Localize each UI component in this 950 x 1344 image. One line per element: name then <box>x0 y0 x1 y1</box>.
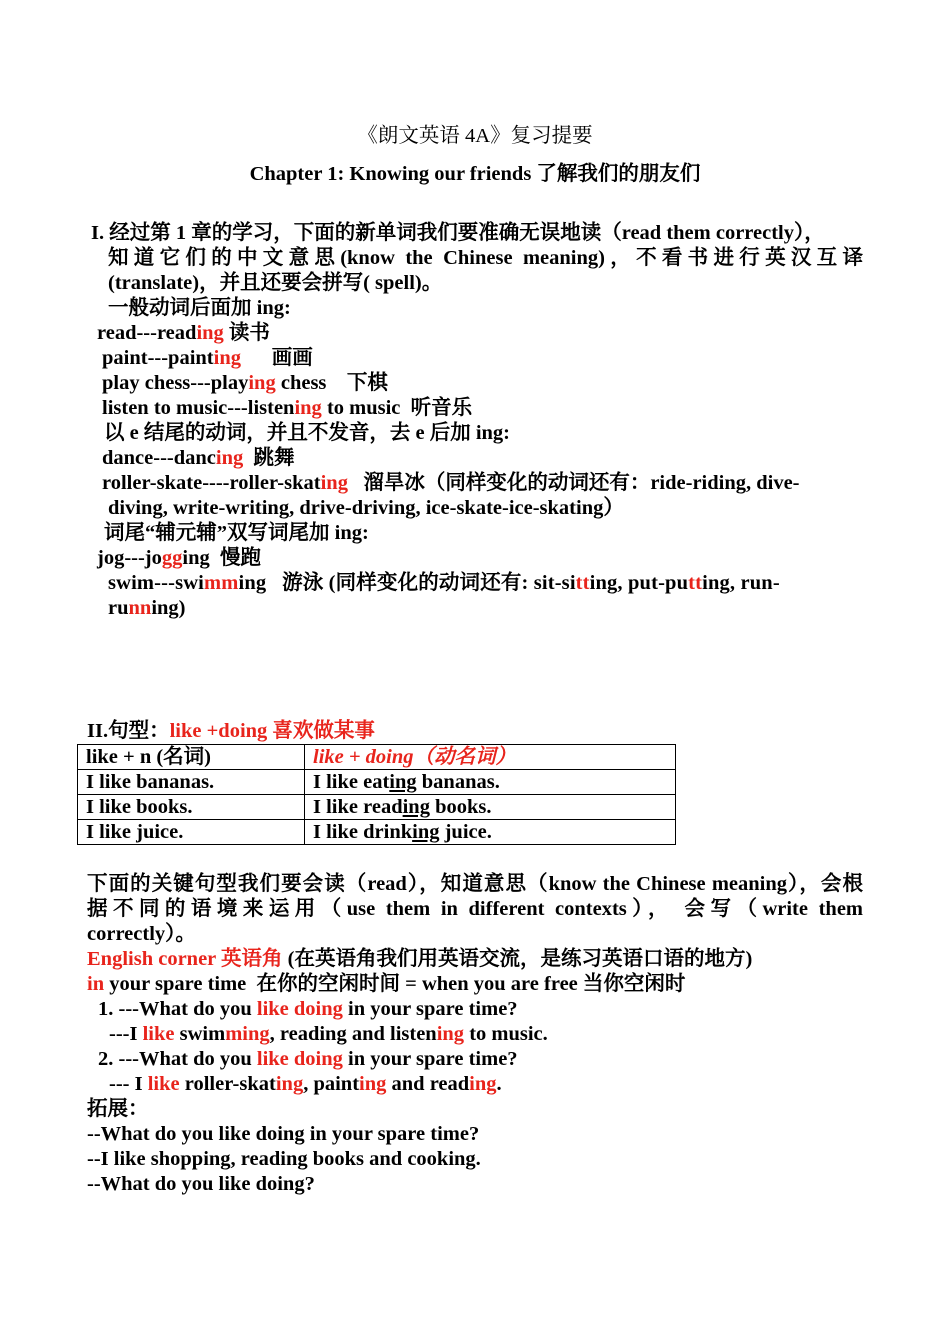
word-roller-skate-cont: diving, write-writing, drive-driving, ice-skate-ice-skating） <box>108 497 624 519</box>
dialogue-question-2: 2. ---What do you like doing in your spare time? <box>98 1048 518 1070</box>
table-row <box>78 820 676 845</box>
word-dance: dance---dancing 跳舞 <box>102 447 295 469</box>
key-sentences-para-line3: correctly）。 <box>87 923 196 945</box>
table-cell: I like eating bananas. <box>305 770 676 795</box>
doc-title: 《朗文英语 4A》复习提要 <box>357 125 593 147</box>
english-corner-line: English corner 英语角 (在英语角我们用英语交流，是练习英语口语的地方) <box>87 948 753 970</box>
section1-intro-line2: 知道它们的中文意思(know the Chinese meaning)，不看书进行英汉互译 <box>108 247 863 269</box>
word-swim-cont: running) <box>108 597 186 619</box>
extension-line-2: --I like shopping, reading books and cooking. <box>87 1148 481 1170</box>
table-header-cell: like + n (名词) <box>78 745 305 770</box>
word-read: read---reading 读书 <box>97 322 270 344</box>
extension-line-1: --What do you like doing in your spare time? <box>87 1123 480 1145</box>
extension-heading: 拓展： <box>87 1098 149 1120</box>
chapter-heading: Chapter 1: Knowing our friends 了解我们的朋友们 <box>249 163 701 185</box>
sentence-pattern-table <box>77 744 676 845</box>
table-header-row <box>78 745 676 770</box>
word-jog: jog---jogging 慢跑 <box>97 547 261 569</box>
dialogue-answer-2: --- I like roller-skating, painting and reading. <box>109 1073 502 1095</box>
rule-add-ing: 一般动词后面加 ing: <box>108 297 291 319</box>
table-row <box>78 770 676 795</box>
section1-intro-line3: (translate)，并且还要会拼写( spell)。 <box>108 272 443 294</box>
word-listen: listen to music---listening to music 听音乐 <box>102 397 473 419</box>
section2-heading: II.句型：like +doing 喜欢做某事 <box>87 720 375 742</box>
section1-intro-line1: I. 经过第 1 章的学习，下面的新单词我们要准确无误地读（read them correctly）， <box>91 222 825 244</box>
table-cell: I like reading books. <box>305 795 676 820</box>
word-swim: swim---swimming 游泳 (同样变化的动词还有: sit-sitting, put-putting, run- <box>108 572 780 594</box>
word-play-chess: play chess---playing chess 下棋 <box>102 372 388 394</box>
dialogue-answer-1: ---I like swimming, reading and listening to music. <box>109 1023 548 1045</box>
table-row <box>78 795 676 820</box>
table-cell: I like bananas. <box>78 770 305 795</box>
dialogue-question-1: 1. ---What do you like doing in your spare time? <box>98 998 518 1020</box>
spare-time-line: in your spare time 在你的空闲时间 = when you are free 当你空闲时 <box>87 973 686 995</box>
table-header-cell: like + doing（动名词） <box>305 745 676 770</box>
word-paint: paint---painting 画画 <box>102 347 313 369</box>
table-cell: I like drinking juice. <box>305 820 676 845</box>
table-cell: I like books. <box>78 795 305 820</box>
key-sentences-para-line1: 下面的关键句型我们要会读（read），知道意思（know the Chinese meaning），会根 <box>87 873 863 895</box>
rule-drop-e: 以 e 结尾的动词，并且不发音，去 e 后加 ing: <box>104 422 510 444</box>
table-cell: I like juice. <box>78 820 305 845</box>
key-sentences-para-line2: 据不同的语境来运用（use them in different contexts）， 会写（write them <box>87 898 863 920</box>
extension-line-3: --What do you like doing? <box>87 1173 315 1195</box>
rule-double-consonant: 词尾“辅元辅”双写词尾加 ing: <box>104 522 369 544</box>
word-roller-skate: roller-skate----roller-skating 溜旱冰（同样变化的动词还有：ride-riding, dive- <box>102 472 800 494</box>
